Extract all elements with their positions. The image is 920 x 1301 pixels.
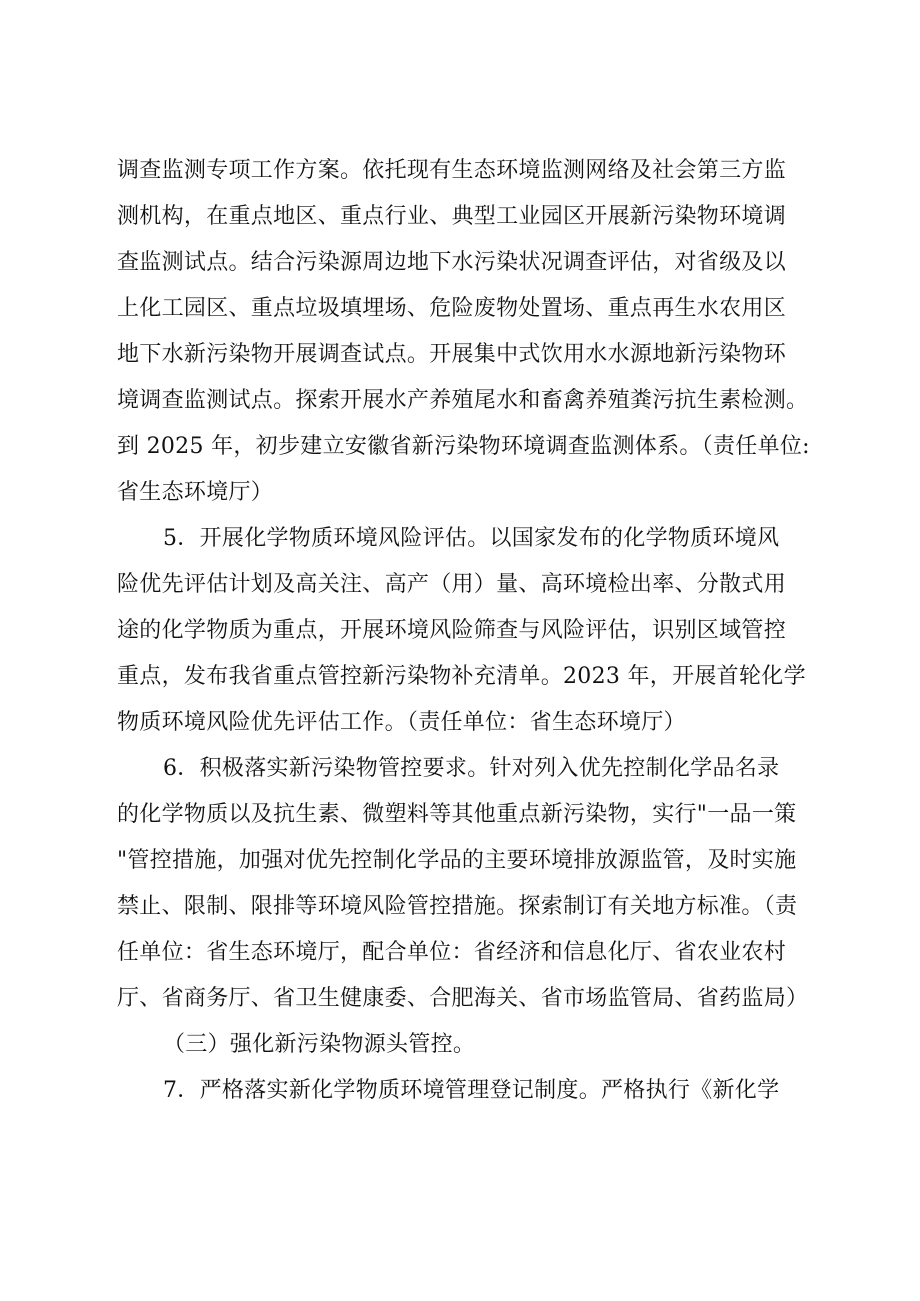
text-line-6: 境调查监测试点。探索开展水产养殖尾水和畜禽养殖粪污抗生素检测。 <box>117 388 809 413</box>
text-line-19: 厅、省商务厅、省卫生健康委、合肥海关、省市场监管局、省药监局） <box>117 986 809 1011</box>
text-line-1: 调查监测专项工作方案。依托现有生态环境监测网络及社会第三方监 <box>117 158 787 183</box>
text-line-17: 禁止、限制、限排等环境风险管控措施。探索制订有关地方标准。（责 <box>117 894 798 919</box>
text-line-10: 险优先评估计划及高关注、高产（用）量、高环境检出率、分散式用 <box>117 572 787 597</box>
text-line-18: 任单位：省生态环境厅，配合单位：省经济和信息化厅、省农业农村 <box>117 940 787 965</box>
paragraph-6-heading-line: 6．积极落实新污染物管控要求。针对列入优先控制化学品名录 <box>163 756 780 781</box>
text-line-11: 途的化学物质为重点，开展环境风险筛查与风险评估，识别区域管控 <box>117 618 787 643</box>
text-line-7: 到 2025 年，初步建立安徽省新污染物环境调查监测体系。（责任单位: <box>117 434 810 459</box>
text-line-15: 的化学物质以及抗生素、微塑料等其他重点新污染物，实行"一品一策 <box>117 802 797 827</box>
paragraph-5-heading-line: 5．开展化学物质环境风险评估。以国家发布的化学物质环境风 <box>163 526 780 551</box>
text-line-13: 物质环境风险优先评估工作。（责任单位：省生态环境厅） <box>117 710 686 735</box>
section-heading-3: （三）强化新污染物源头管控。 <box>163 1032 476 1057</box>
text-line-16: "管控措施，加强对优先控制化学品的主要环境排放源监管，及时实施 <box>117 848 797 873</box>
text-line-3: 查监测试点。结合污染源周边地下水污染状况调查评估，对省级及以 <box>117 250 787 275</box>
text-line-12: 重点，发布我省重点管控新污染物补充清单。2023 年，开展首轮化学 <box>117 664 806 689</box>
text-line-5: 地下水新污染物开展调查试点。开展集中式饮用水水源地新污染物环 <box>117 342 787 367</box>
text-line-8: 省生态环境厅） <box>117 480 274 505</box>
text-line-2: 测机构，在重点地区、重点行业、典型工业园区开展新污染物环境调 <box>117 204 787 229</box>
paragraph-7-heading-line: 7．严格落实新化学物质环境管理登记制度。严格执行《新化学 <box>163 1078 780 1103</box>
text-line-4: 上化工园区、重点垃圾填埋场、危险废物处置场、重点再生水农用区 <box>117 296 787 321</box>
